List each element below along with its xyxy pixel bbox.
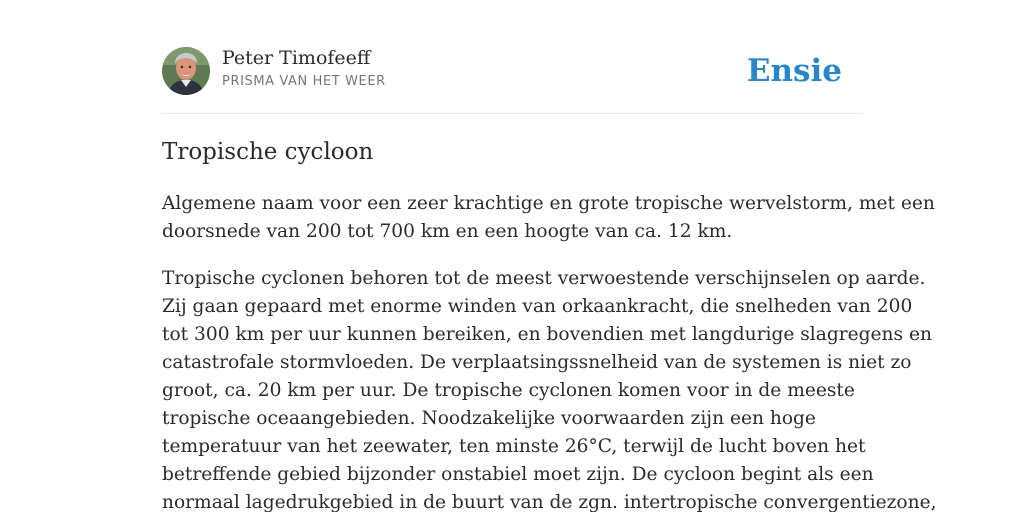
author-subtitle: PRISMA VAN HET WEER (222, 74, 386, 89)
ensie-logo[interactable]: Ensie (746, 53, 842, 89)
text-line: betreffende gebied bijzonder onstabiel moet zijn. De cycloon begint als een (162, 464, 874, 485)
avatar-portrait-icon (162, 47, 210, 95)
text-line: catastrofale stormvloeden. De verplaatsingssnelheid van de systemen is niet zo (162, 352, 912, 373)
text-line: temperatuur van het zeewater, ten minste 26°C, terwijl de lucht boven het (162, 436, 866, 457)
text-line: doorsnede van 200 tot 700 km en een hoogte van ca. 12 km. (162, 221, 733, 242)
text-line: tot 300 km per uur kunnen bereiken, en bovendien met langdurige slagregens en (162, 324, 932, 345)
header-divider (162, 113, 862, 114)
text-line: Zij gaan gepaard met enorme winden van orkaankracht, die snelheden van 200 (162, 296, 913, 317)
article-paragraph (162, 190, 935, 246)
article-body (162, 190, 937, 512)
author-avatar[interactable] (162, 47, 210, 95)
text-line: Tropische cyclonen behoren tot de meest verwoestende verschijnselen op aarde. (162, 268, 926, 289)
text-line: tropische oceaangebieden. Noodzakelijke voorwaarden zijn een hoge (162, 408, 816, 429)
article-header (162, 46, 862, 96)
article-title: Tropische cycloon (162, 139, 374, 165)
text-line: Algemene naam voor een zeer krachtige en grote tropische wervelstorm, met een (162, 193, 935, 214)
article-paragraph (162, 265, 937, 512)
author-name[interactable]: Peter Timofeeff (222, 47, 371, 69)
text-line: groot, ca. 20 km per uur. De tropische cyclonen komen voor in de meeste (162, 380, 855, 401)
text-line: normaal lagedrukgebied in de buurt van de zgn. intertropische convergentiezone, (162, 492, 937, 512)
